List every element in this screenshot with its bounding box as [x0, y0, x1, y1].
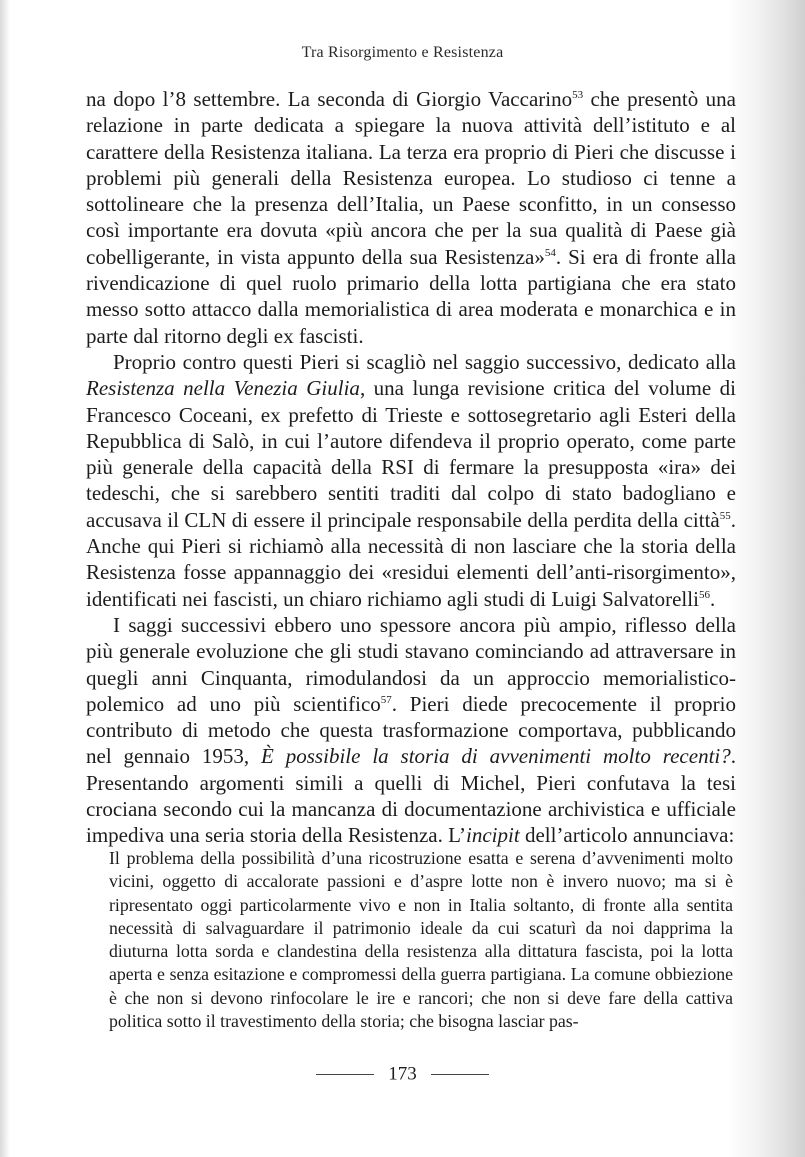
paragraph-2: Proprio contro questi Pieri si scagliò nel saggio successivo, dedicato alla Resistenza nella Venezia Giulia, una lunga revisione critica del volume di Francesco Coceani, ex prefetto di Trieste e sottosegretario agli Esteri della Repubblica di Salò, in cui l’autore difendeva il proprio operato, come parte più generale della capacità della RSI di fermare la presupposta «ira» dei tedeschi, che si sarebbero sentiti traditi dal colpo di stato badogliano e accusava il CLN di essere il principale responsabile della perdita della città$^{55}$. Anche qui Pieri si richiamò alla necessità di non lasciare che la storia della Resistenza fosse appannaggio dei «residui elementi dell’anti-risorgimento», identificati nei fascisti, un chiaro richiamo agli studi di Luigi Salvatorelli$^{56}$.	[86, 349, 737, 611]
italic-title: Resistenza nella Venezia Giulia	[86, 376, 360, 401]
running-head: Tra Risorgimento e Resistenza	[301, 44, 504, 61]
italic-term: incipit	[466, 823, 520, 848]
paragraph-1: na dopo l’8 settembre. La seconda di Giorgio Vaccarino$^{53}$ che presentò una relazione in parte dedicata a spiegare la nuova attività dell’istituto e al carattere della Resistenza italiana. La terza era proprio di Pieri che discusse i problemi più generali della Resistenza europea. Lo studioso ci tenne a sottolineare che la presenza dell’Italia, un Paese sconfitto, in un consesso così importante era dovuta «più ancora che per la sua qualità di Paese già cobelligerante, in vista appunto della sua Resistenza»$^{54}$. Si era di fronte alla rivendicazione di quel ruolo primario della lotta partigiana che era stato messo sotto attacco dalla memorialistica di area moderata e monarchica e in parte dal ritorno degli ex fascisti.	[86, 87, 737, 348]
paragraph-3: I saggi successivi ebbero uno spessore ancora più ampio, riflesso della più generale evoluzione che gli studi stavano cominciando ad attraversare in quegli anni Cinquanta, rimodulandosi da un approccio memorialistico-polemico ad uno più scientifico$^{57}$. Pieri diede precocemente il proprio contributo di metodo che questa trasformazione comportava, pubblicando nel gennaio 1953, È possibile la storia di avvenimenti molto recenti?. Presentando argomenti simili a quelli di Michel, Pieri confutava la tesi crociana secondo cui la mancanza di documentazione archivistica e ufficiale impediva una seria storia della Resistenza. L’incipit dell’articolo annunciava:	[86, 612, 736, 848]
italic-title: È possibile la storia di avvenimenti molto recenti?	[261, 744, 731, 769]
footnote-ref: 57	[380, 693, 392, 706]
page-number: 173	[388, 1063, 417, 1085]
body-text	[86, 86, 736, 849]
block-quote	[109, 847, 733, 1033]
page-gutter-shadow	[0, 0, 10, 1157]
quote-text: Il problema della possibilità d’una ricostruzione esatta e serena d’avvenimenti molto vicini, oggetto di accalorate passioni e d’aspre lotte non è invero nuovo; ma si è ripresentato oggi particolarmente vivo e non in Italia soltanto, di fronte alla sentita necessità di salvaguardare il patrimonio ideale da cui scaturì da noi dapprima la diuturna lotta sorda e clandestina della resistenza alla dittatura fascista, poi la lotta aperta e senza esitazione e compromessi della guerra partigiana. La comune obbiezione è che non si devono rinfocolare le ire e rancori; che non si deve fare della cattiva politica sotto il travestimento della storia; che bisogna lasciar pas-	[109, 848, 733, 1032]
folio-rule-left	[316, 1074, 374, 1075]
footnote-ref: 55	[719, 509, 731, 522]
footnote-ref: 54	[544, 246, 556, 259]
page-footer	[0, 1063, 805, 1086]
page-edge-shadow	[727, 0, 805, 1157]
footnote-ref: 53	[572, 89, 584, 101]
footnote-ref: 56	[698, 588, 710, 601]
folio-rule-right	[431, 1074, 489, 1075]
